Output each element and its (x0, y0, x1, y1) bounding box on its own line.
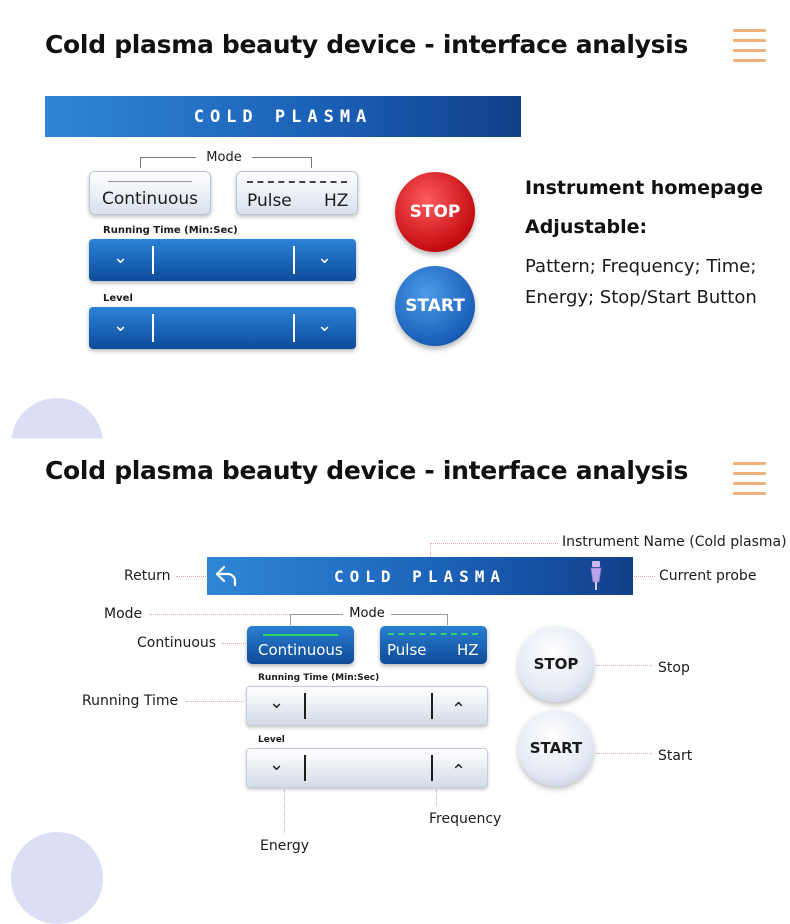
continuous-button[interactable] (89, 171, 211, 215)
mode-label: Mode (196, 149, 252, 165)
stop-label: STOP (533, 655, 579, 673)
annotation-current-probe: Current probe (659, 568, 757, 584)
return-arrow-icon[interactable] (213, 563, 239, 589)
pulse-dash-indicator (247, 181, 347, 183)
slider-divider (293, 246, 295, 274)
chevron-down-icon[interactable]: ⌄ (269, 754, 285, 775)
selected-indicator (108, 181, 192, 182)
leader-line (284, 786, 285, 834)
decorative-circle (11, 832, 103, 924)
annotation-stop: Stop (658, 660, 690, 676)
start-label: START (405, 296, 465, 316)
slider-divider (431, 693, 433, 719)
info-line: Energy; Stop/Start Button (525, 287, 757, 308)
pulse-dash-indicator (388, 633, 478, 635)
section2-title: Cold plasma beauty device - interface analysis (45, 456, 689, 485)
continuous-label: Continuous (101, 189, 198, 209)
leader-line (596, 753, 652, 754)
stop-button[interactable] (518, 626, 594, 702)
chevron-down-icon[interactable]: ⌄ (113, 247, 129, 268)
leader-line (430, 543, 558, 544)
slider-divider (431, 755, 433, 781)
hz-label: HZ (324, 191, 349, 211)
leader-line (186, 701, 244, 702)
info-heading: Instrument homepage (525, 177, 763, 199)
start-button[interactable] (395, 266, 475, 346)
selected-indicator (263, 634, 338, 636)
leader-line (596, 665, 652, 666)
stop-button[interactable] (395, 172, 475, 252)
chevron-down-icon[interactable]: ⌄ (317, 315, 333, 336)
hamburger-menu-icon[interactable] (733, 462, 766, 502)
leader-line (430, 543, 431, 557)
level-label: Level (103, 293, 133, 304)
slider-divider (304, 755, 306, 781)
app-banner: COLD PLASMA (45, 96, 521, 137)
app-banner: COLD PLASMA (207, 557, 633, 595)
mode-label: Mode (343, 605, 391, 621)
level-slider[interactable] (89, 307, 356, 349)
annotation-frequency: Frequency (429, 811, 502, 827)
info-adjustable: Adjustable: (525, 216, 648, 238)
annotation-continuous: Continuous (137, 635, 217, 651)
stop-label: STOP (409, 202, 461, 222)
start-button[interactable] (518, 710, 594, 786)
leader-line (150, 614, 290, 615)
probe-icon[interactable] (589, 560, 603, 592)
pulse-button[interactable] (380, 626, 487, 664)
annotation-return: Return (124, 568, 171, 584)
pulse-label: Pulse (387, 641, 427, 659)
chevron-down-icon[interactable]: ⌄ (269, 692, 285, 713)
level-label: Level (258, 735, 285, 745)
section1-title: Cold plasma beauty device - interface analysis (45, 30, 689, 59)
hz-label: HZ (457, 641, 479, 659)
annotation-instrument-name: Instrument Name (Cold plasma) (562, 534, 787, 550)
running-time-slider[interactable] (246, 686, 488, 726)
info-line: Pattern; Frequency; Time; (525, 256, 757, 277)
pulse-label: Pulse (247, 191, 292, 211)
running-time-label: Running Time (Min:Sec) (103, 225, 238, 236)
slider-divider (304, 693, 306, 719)
leader-line (176, 576, 206, 577)
running-time-label: Running Time (Min:Sec) (258, 673, 380, 683)
level-slider[interactable] (246, 748, 488, 788)
chevron-up-icon[interactable]: ⌃ (451, 699, 467, 720)
pulse-button[interactable] (236, 171, 358, 215)
slider-divider (152, 314, 154, 342)
chevron-down-icon[interactable]: ⌄ (317, 247, 333, 268)
hamburger-menu-icon[interactable] (733, 29, 766, 69)
slider-divider (152, 246, 154, 274)
continuous-label: Continuous (258, 641, 343, 659)
start-label: START (529, 739, 583, 757)
leader-line (436, 786, 437, 806)
slider-divider (293, 314, 295, 342)
chevron-down-icon[interactable]: ⌄ (113, 315, 129, 336)
annotation-start: Start (658, 748, 693, 764)
annotation-energy: Energy (260, 838, 310, 854)
running-time-slider[interactable] (89, 239, 356, 281)
continuous-button[interactable] (247, 626, 354, 664)
annotation-running-time: Running Time (82, 693, 179, 709)
chevron-up-icon[interactable]: ⌃ (451, 761, 467, 782)
annotation-mode: Mode (104, 606, 143, 622)
leader-line (222, 643, 246, 644)
